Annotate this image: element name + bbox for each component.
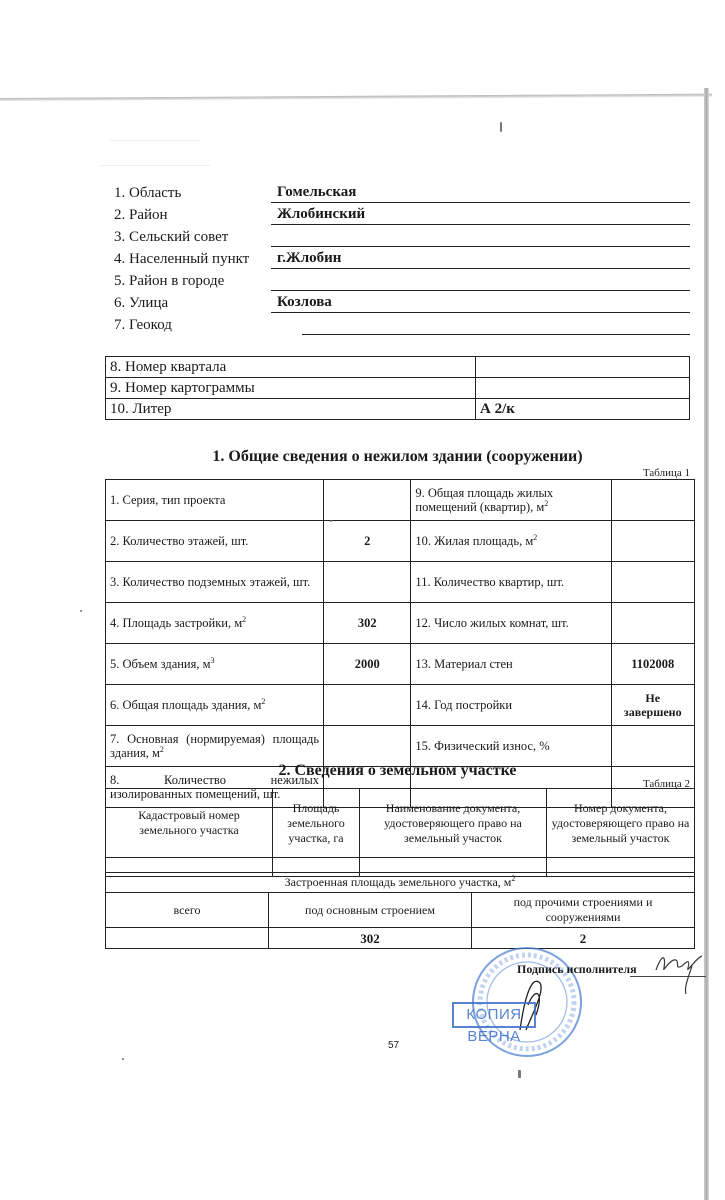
land-plot-table (105, 788, 695, 877)
field-label: 4. Населенный пункт (114, 251, 250, 267)
field-label: 2. Район (114, 207, 168, 223)
table-cell-label: 3. Количество подземных этажей, шт. (110, 575, 311, 589)
table-cell-label: 10. Литер (106, 399, 476, 420)
address-row-village-council (114, 227, 690, 249)
table-row (106, 603, 695, 644)
section-1-title: 1. Общие сведения о нежилом здании (сооружении) (212, 448, 583, 465)
header-text: Застроенная площадь земельного участка, м (284, 875, 512, 889)
address-block (114, 183, 690, 337)
built-area-table (105, 872, 695, 949)
table-cell-label: 2. Количество этажей, шт. (110, 534, 249, 548)
table-cell-value (611, 480, 695, 521)
column-header: Наименование документа, удостоверяющего право на земельный участок (360, 789, 547, 858)
bleed-through-text: ――――――――― (110, 135, 200, 146)
superscript: 2 (544, 498, 549, 508)
table-cell-label: 11. Количество квартир, шт. (415, 575, 565, 589)
field-value-village-council (271, 227, 690, 247)
table-row (106, 685, 695, 726)
table-cell-value: Не завершено (611, 685, 695, 726)
superscript: 2 (533, 532, 538, 542)
table-cell-value: А 2/к (476, 399, 690, 420)
field-value-geocode (302, 315, 690, 335)
table-cell-value: 2 (472, 928, 695, 949)
table-row (106, 928, 695, 949)
column-header: Кадастровый номер земельного участка (106, 789, 273, 858)
table-row (106, 562, 695, 603)
table-cell-value (611, 562, 695, 603)
table-cell-label: 6. Общая площадь здания, м (110, 698, 262, 712)
table-cell-value: 2 (324, 521, 411, 562)
table-cell-label: 14. Год постройки (415, 698, 513, 712)
table-cell-value (324, 562, 411, 603)
address-row-district (114, 205, 690, 227)
field-value-district: Жлобинский (271, 205, 690, 225)
scan-speck (518, 1070, 521, 1078)
table-cell-value (324, 685, 411, 726)
table-cell-value: 2000 (324, 644, 411, 685)
table-cell-label: 13. Материал стен (415, 657, 513, 671)
table-cell-value (106, 928, 269, 949)
bleed-through-text: ――――――――――― (100, 160, 210, 171)
table-cell-label: 7. Основная (нормируемая) площадь здания, м (110, 732, 320, 760)
table-cell-value (324, 480, 411, 521)
table-subheader-row (106, 893, 695, 928)
scan-speck (500, 122, 502, 132)
table-row (106, 399, 690, 420)
superscript: 3 (210, 655, 215, 665)
table-cell-label: 9. Общая площадь жилых помещений (квартир), м (415, 486, 554, 514)
table-row (106, 480, 695, 521)
superscript: 2 (242, 614, 247, 624)
table-row (106, 378, 690, 399)
address-row-region (114, 183, 690, 205)
table-cell-label: 10. Жилая площадь, м (415, 534, 534, 548)
column-header: Номер документа, удостоверяющего право на земельный участок (547, 789, 695, 858)
address-row-geocode (114, 315, 690, 337)
table-cell-value: 1102008 (611, 644, 695, 685)
table-cell-label: 8. Количество нежилых изолированных помещений, шт. (110, 773, 320, 801)
table-cell-label: 1. Серия, тип проекта (110, 493, 226, 507)
scan-speck (122, 1058, 124, 1060)
address-row-city-district (114, 271, 690, 293)
scan-page-edge-top (0, 94, 712, 101)
scan-speck (330, 520, 332, 522)
field-value-region: Гомельская (271, 183, 690, 203)
superscript: 2 (261, 696, 266, 706)
superscript: 2 (159, 744, 164, 754)
table-cell-label: 4. Площадь застройки, м (110, 616, 243, 630)
field-value-city-district (271, 271, 690, 291)
superscript: 2 (511, 874, 516, 883)
signature-icon (652, 948, 712, 998)
field-value-street: Козлова (271, 293, 690, 313)
field-label: 1. Область (114, 185, 182, 201)
table-row (106, 726, 695, 767)
table-1-label: Таблица 1 (642, 467, 690, 479)
scan-page-edge-right (704, 88, 709, 1200)
table-row (106, 357, 690, 378)
column-header: всего (106, 893, 269, 928)
table-cell-value (476, 357, 690, 378)
field-label: 7. Геокод (114, 317, 172, 333)
column-header: под основным строением (269, 893, 472, 928)
table-cell-label: 12. Число жилых комнат, шт. (415, 616, 569, 630)
page-number: 57 (388, 1040, 400, 1051)
table-cell-value (611, 603, 695, 644)
table-row (106, 644, 695, 685)
table-header-row (106, 873, 695, 893)
built-area-header (106, 873, 695, 893)
table-cell-label: 5. Объем здания, м (110, 657, 211, 671)
address-row-settlement (114, 249, 690, 271)
table-2-label: Таблица 2 (642, 778, 690, 790)
column-header: под прочими строениями и сооружениями (472, 893, 695, 928)
table-cell-value: 302 (269, 928, 472, 949)
table-cell-label: 9. Номер картограммы (106, 378, 476, 399)
copy-certified-stamp: КОПИЯ ВЕРНА (452, 1002, 536, 1028)
column-header: Площадь земельного участка, га (273, 789, 360, 858)
field-label: 5. Район в городе (114, 273, 225, 289)
field-value-settlement: г.Жлобин (271, 249, 690, 269)
table-row (106, 521, 695, 562)
block-info-table (105, 356, 690, 420)
table-cell-value (476, 378, 690, 399)
section-2-title: 2. Сведения о земельном участке (278, 762, 517, 779)
address-row-street (114, 293, 690, 315)
table-cell-value (611, 726, 695, 767)
table-header-row (106, 789, 695, 858)
building-info-table (105, 479, 695, 808)
table-cell-value: 302 (324, 603, 411, 644)
field-label: 3. Сельский совет (114, 229, 229, 245)
table-cell-value (324, 726, 411, 767)
field-label: 6. Улица (114, 295, 169, 311)
table-cell-value (611, 521, 695, 562)
table-cell-label: 15. Физический износ, % (415, 739, 550, 753)
scan-speck (80, 610, 82, 612)
signature-label: Подпись исполнителя (517, 962, 637, 976)
table-cell-label: 8. Номер квартала (106, 357, 476, 378)
